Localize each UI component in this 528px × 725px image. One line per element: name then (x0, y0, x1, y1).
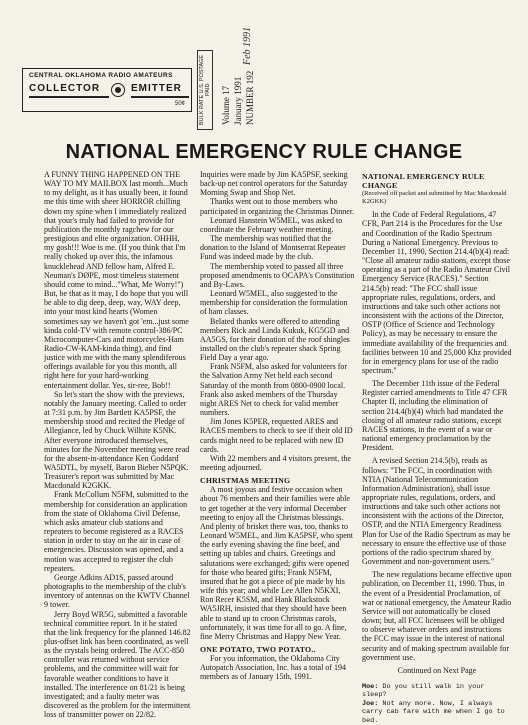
column1-paragraph: Frank McCollum N5FM, submitted to the membership for consideration an application from the state of Oklahoma Civil Defense, which asks amateur club stations and repeaters to become registered as a RACES station in order to stay on the air in case of emergencies. Discussion was opened, and a motion was accepted to register the club repeaters. (44, 490, 189, 573)
column3-source-note: (Received off packet and submitted by Mac Macdonald K2GKK) (362, 190, 507, 206)
column2-paragraph: Thanks went out to those members who participated in organizing the Christmas Dinner. (200, 197, 355, 216)
column1-paragraph: Jerry Boyd WR5G, submitted a favorable technical committee report. In it he stated that the link frequency for the planned 146.82 plus-offset link has been coordinated, as well as the crystals being ordered. The ACC-850 controller was returned without service problems, and the committee will wait for favorable weather conditions to have it installed. The interference on 81/21 is being investigated; and a faulty meter was discovered as the problem for the intermittent loss of transmitter power on 22/82. (44, 609, 191, 720)
column3-paragraph: In the Code of Federal Regulations, 47 CFR, Part 214 is the Procedures for the Use and Coordination of the Radio Spectrum During a National Emergency. Previous to December 11, 1990, Section 214.4(b)(4) read: "Close all amateur radio stations, except those operating as a part of the Radio Amateur Civil Emergency Service (RACES)." Section 214.5(b) read: "The FCC shall issue appropriate rules, regulations, orders, and instructions and take such other actions not inconsistent with the actions of the Director, OSTP (Office of Science and Technology Policy), as may be necessary to ensure the immediate availability of the frequencies and facilities between 10 and 25,000 Khz provided for in emergency plans for use of the radio spectrum." (362, 210, 512, 375)
joke-dialog (362, 683, 512, 725)
column2-paragraph: The membership was notified that the donation to the Island of Montserrat Repeater Fund was indeed made by the club. (200, 234, 346, 262)
potato-heading: ONE POTATO, TWO POTATO.. (200, 644, 316, 654)
column2-paragraph: Frank N5FM, also asked for volunteers for the Salvation Army Net held each second Saturday of the month from 0800-0900 local. Frank also asked members of the Thursday night ARES Net to check for valid member numbers. (200, 362, 348, 418)
page-headline: NATIONAL EMERGENCY RULE CHANGE (65, 141, 463, 163)
masthead-logo (22, 68, 192, 112)
masthead-rule-right (131, 96, 189, 98)
postage-stamp-text: BULK RATE U.S. POSTAGE PAID (199, 54, 211, 126)
christmas-heading: CHRISTMAS MEETING (200, 476, 291, 486)
column3-heading: NATIONAL EMERGENCY RULE CHANGE (362, 172, 485, 191)
column2-paragraph: Belated thanks were offered to attending members Rick and Linda Kukuk, KG5GD and AA5GS, for their donation of the roof shingles installed on the club's repeater shack Spring Field Day a year ago. (200, 316, 350, 363)
issue-volume: Volume 17 (221, 85, 231, 125)
issue-number: NUMBER 192 (245, 70, 255, 125)
column2-paragraph: Inquiries were made by Jim KA5PSF, seeking back-up net control operators for the Saturday Morning Swap and Shop Net. (200, 170, 348, 198)
column1-paragraph: George Adkins AD1S, passed around photographs to the membership of the club's inventory of antennas on the KWTV Channel 9 tower. (44, 572, 190, 610)
issue-month: January 1991 (233, 76, 243, 125)
masthead-name-right: EMITTER (131, 83, 182, 94)
column3-paragraph: The new regulations became effective upon publication, on December 11, 1990. Thus, in the event of a Presidential Proclamation, of war or national emergency, the Amateur Radio Service will not automatically be closed down; but, all FCC licensees will be obliged to observe whatever orders and instructions the FCC may issue in the interest of national security and of making spectrum available for government use. (362, 570, 512, 662)
column2-paragraph: Jim Jones K5PER, requested ARES and RACES members to check to see if their old ID cards might need to be replaced with new ID cards. (200, 417, 353, 454)
dialog-speaker-moe: Moe: (362, 682, 379, 691)
christmas-body: A most joyous and festive occasion when about 76 members and their families were able to get together at the very informal December meeting to enjoy all the Christmas blessings. And plenty of brisket there was, too, thanks to Leonard W5MEL, and Jim KA5PSF, who spent the early evening shaving the fine beef, and setting up tables and chairs. Greetings and salutations were exchanged; gifts were opened for those who beared gifts; Frank N5FM, insured that he got a piece of pie made by his wife this year; and while Lee Allen N5KXI, Ron Recer K5SM, and Hank Blackstock WA5JRH, insisted that they should have been able to stand up to croon Christmas carols, unfortunately, it was time for all to go. A fine, fine Merry Christmas and Happy New Year. (200, 485, 353, 641)
masthead-name-left: COLLECTOR (29, 83, 101, 94)
potato-body: For you information, the Oklahoma City Autopatch Association, Inc. has a total of 194 members as of January 15th, 1991. (200, 654, 346, 682)
emitter-dot-icon (115, 87, 121, 93)
masthead-org-line: CENTRAL OKLAHOMA RADIO AMATEURS (29, 72, 173, 79)
column-3 (362, 172, 512, 725)
masthead-price: 50¢ (175, 101, 186, 107)
dialog-line-moe: Do you still walk in your sleep? (362, 682, 485, 700)
dialog-speaker-joe: Joe: (362, 699, 379, 708)
masthead-rule-left (29, 96, 109, 98)
column2-paragraph: The membership voted to passed all three proposed amendments to OCAPA's Constitution and By-Laws. (200, 261, 355, 289)
continued-note: Continued on Next Page (397, 665, 477, 675)
column-1 (44, 170, 191, 719)
column3-paragraph: The December 11th issue of the Federal Register carried amendments to Title 47 CFR Chapter II, including the elimination of section 214.4(b)(4) which had mandated the closing of all amateur radio stations, except RACES stations, in the event of a war or national emergency proclamation by the President. (362, 379, 508, 453)
column2-paragraph: Leonard W5MEL, also suggested to the membership for consideration the formulation of ham classes. (200, 289, 348, 317)
column2-paragraph: With 22 members and 4 visitors present, the meeting adjourned. (200, 453, 351, 472)
dialog-line-joe: Not any more. Now, I always carry cab fare with me when I go to bed. (362, 699, 505, 725)
column1-paragraph: So let's start the show with the previews, notably the January meeting. Called to order at 7:31 p.m. by Jim Bartlett KA5PSF, the membership stood and recited the Pledge of Allegiance, led by Chuck Wilhite K5NK. After everyone introduced themselves, minutes for the November meeting were read for the absent-in-attendance Ken Goddard WA5DTL, by myself, Baron Bieber N5PQK. Treasurer's report was submitted by Mac Macdonald K2GKK. (44, 389, 190, 491)
column1-paragraph: A FUNNY THING HAPPENED ON THE WAY TO MY MAILBOX last month...Much to my delight, as it has usually been, it found me this time with sheer HORROR chilling down my spine when I immediately realized that your's truly had failed to provide for publication the monthly ragchew for our prestigious and elite organization. OHHH, my gosh!!! Woe is me. (If you think that I'm really choked up over this, the infamous knucklehead AND fellow ham, Alfred E. Neuman's DØPE, most timeless statement should come to mind..."What, Me Worry!") But, be that as it may, I do hope that you will be able to dig deep, deep, way, WAY deep, into your most kind hearts (Women sometimes say we haven't got 'em...just some kinda cold-TV with remote control-386/PC Microcomputer-Cars and motorcycles-Ham Radio-CW-KAM-kinda thing), and find justice with me with the many splendiferous offerings available for you this month, all right here for your hard-working entertainment dollar. Yes, sir-ree, Bob!! (44, 170, 189, 390)
column2-paragraph: Leonard Hanstein W5MEL, was asked to coordinate the February weather meeting. (200, 215, 343, 234)
column3-paragraph: A revised Section 214.5(b), reads as follows: "The FCC, in coordination with NTIA (National Telecommunication Information Administration), shall issue appropriate rules, regulations, orders, and instructions and take such other actions not inconsistent with the actions of the Director, OSTP, and the NTIA Emergency Readiness Plan for Use of the Radio Spectrum as may be necessary to ensure the effective use of those portions of the radio spectrum shared by Government and non-government users." (362, 456, 511, 567)
column-2 (200, 170, 355, 682)
handwritten-note: Feb 1991 (242, 26, 253, 65)
